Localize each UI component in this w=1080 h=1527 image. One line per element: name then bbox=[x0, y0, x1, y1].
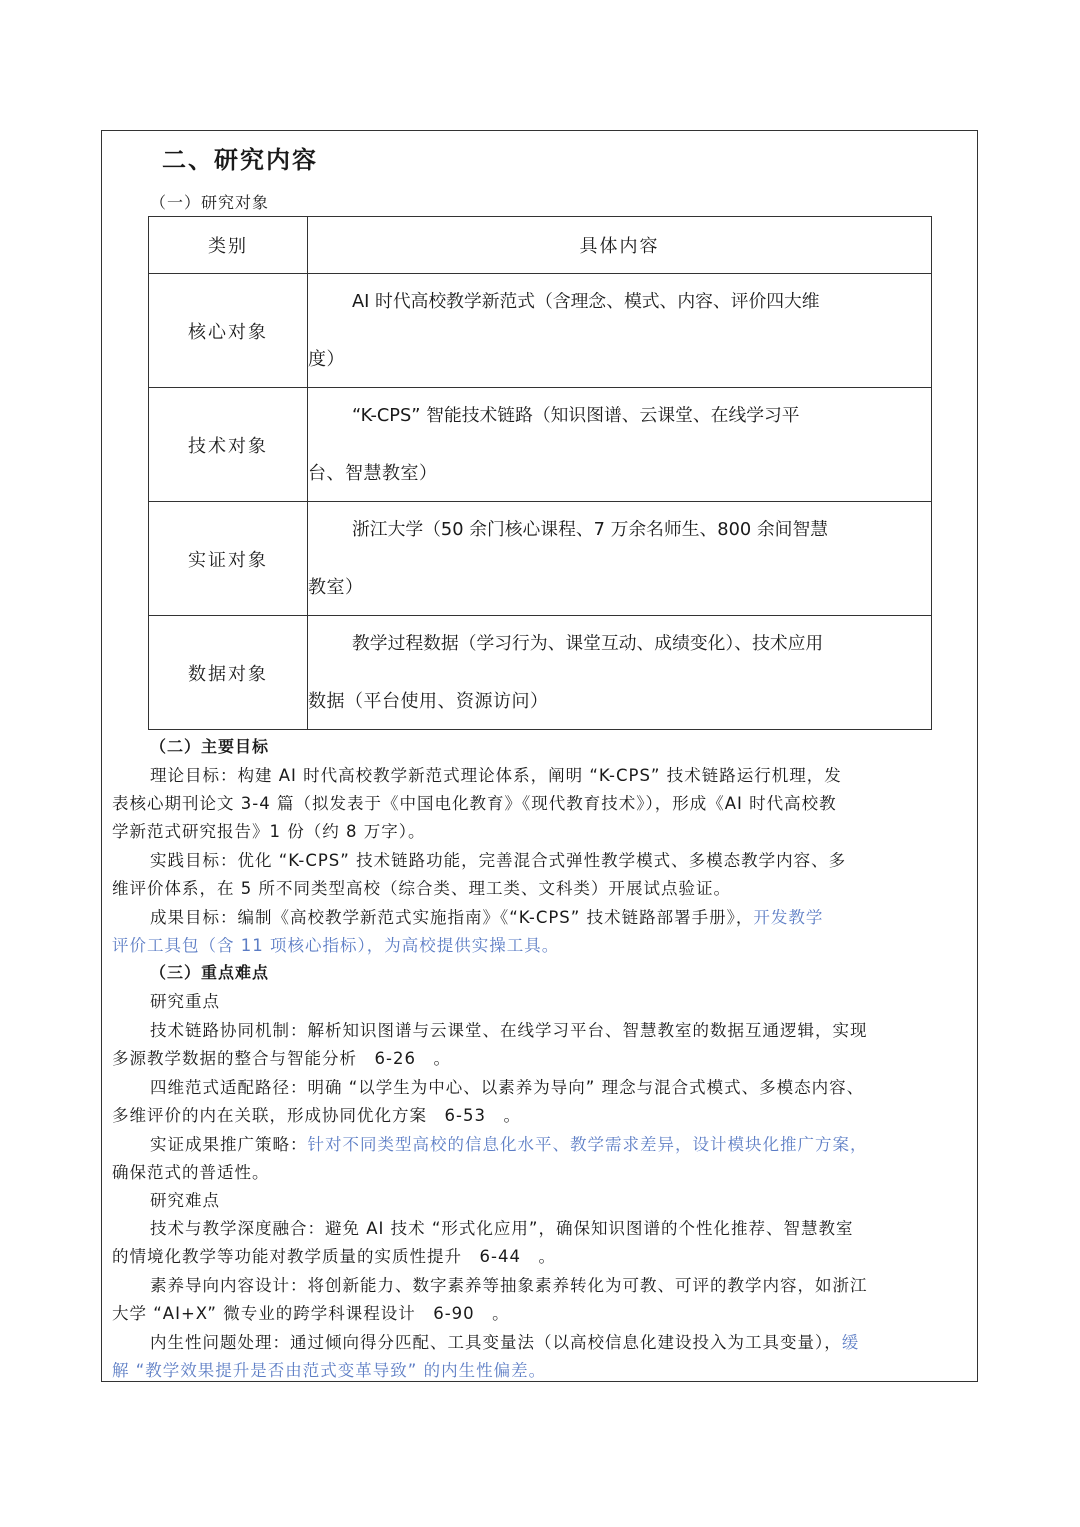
table-row bbox=[149, 616, 932, 730]
difficult-point-line: 技术与教学深度融合：避免 AI 技术 “形式化应用”，确保知识图谱的个性化推荐、智慧教室 bbox=[150, 1219, 854, 1238]
row-category: 技术对象 bbox=[149, 388, 308, 502]
subsection-main-goals: （二）主要目标 bbox=[150, 737, 270, 756]
difficult-point-line: 大学 “AI+X” 微专业的跨学科课程设计 6-90 。 bbox=[112, 1304, 510, 1323]
row-content bbox=[308, 388, 932, 502]
section-title: 二、研究内容 bbox=[162, 146, 318, 174]
key-point-text: 实证成果推广策略： bbox=[150, 1135, 308, 1154]
subsection-research-objects: （一）研究对象 bbox=[150, 193, 270, 212]
goal-theory-line: 学新范式研究报告》1 份（约 8 万字）。 bbox=[112, 822, 426, 841]
row-category: 核心对象 bbox=[149, 274, 308, 388]
table-row bbox=[149, 274, 932, 388]
row-content-line: 度） bbox=[308, 349, 345, 370]
difficult-point-line: 素养导向内容设计：将创新能力、数字素养等抽象素养转化为可教、可评的教学内容，如浙江 bbox=[150, 1276, 868, 1295]
goal-practice-line: 维评价体系，在 5 所不同类型高校（综合类、理工类、文科类）开展试点验证。 bbox=[112, 879, 731, 898]
header-category: 类别 bbox=[149, 217, 308, 274]
row-content-line: “K-CPS” 智能技术链路（知识图谱、云课堂、在线学习平 bbox=[352, 405, 800, 426]
key-point-line: 四维范式适配路径：明确 “以学生为中心、以素养为导向” 理念与混合式模式、多模态内容、 bbox=[150, 1078, 865, 1097]
difficult-point-line: 的情境化教学等功能对教学质量的实质性提升 6-44 。 bbox=[112, 1247, 556, 1266]
header-content: 具体内容 bbox=[308, 217, 932, 274]
key-point-line bbox=[150, 1131, 868, 1155]
row-content-line: 数据（平台使用、资源访问） bbox=[308, 691, 549, 712]
row-content bbox=[308, 274, 932, 388]
goal-theory-line: 理论目标：构建 AI 时代高校教学新范式理论体系，阐明 “K-CPS” 技术链路运行机理，发 bbox=[150, 766, 842, 785]
goal-practice-line: 实践目标：优化 “K-CPS” 技术链路功能，完善混合式弹性教学模式、多模态教学内容、多 bbox=[150, 851, 847, 870]
subsection-key-difficult: （三）重点难点 bbox=[150, 963, 270, 982]
difficult-point-text: 内生性问题处理：通过倾向得分匹配、工具变量法（以高校信息化建设投入为工具变量）， bbox=[150, 1333, 842, 1352]
table-header-row bbox=[149, 217, 932, 274]
goal-result-highlight-line: 评价工具包（含 11 项核心指标），为高校提供实操工具。 bbox=[112, 936, 560, 955]
key-point-line: 多源教学数据的整合与智能分析 6-26 。 bbox=[112, 1049, 451, 1068]
goal-result-highlight: 开发教学 bbox=[753, 908, 824, 927]
goal-result-line bbox=[150, 904, 823, 928]
row-category: 数据对象 bbox=[149, 616, 308, 730]
difficult-point-highlight: 缓 bbox=[841, 1333, 860, 1352]
goal-result-text: 成果目标：编制《高校教学新范式实施指南》《“K-CPS” 技术链路部署手册》， bbox=[150, 908, 754, 927]
row-content bbox=[308, 616, 932, 730]
key-point-line: 技术链路协同机制：解析知识图谱与云课堂、在线学习平台、智慧教室的数据互通逻辑，实现 bbox=[150, 1021, 868, 1040]
row-content-line: 台、智慧教室） bbox=[308, 463, 438, 484]
table-row bbox=[149, 388, 932, 502]
key-points-heading: 研究重点 bbox=[150, 992, 220, 1011]
table-row bbox=[149, 502, 932, 616]
difficult-point-highlight-line: 解 “教学效果提升是否由范式变革导致” 的内生性偏差。 bbox=[112, 1361, 547, 1380]
key-point-line: 确保范式的普适性。 bbox=[112, 1163, 270, 1182]
research-objects-table bbox=[148, 216, 932, 730]
key-point-line: 多维评价的内在关联，形成协同优化方案 6-53 。 bbox=[112, 1106, 521, 1125]
difficult-points-heading: 研究难点 bbox=[150, 1191, 220, 1210]
row-content-line: 浙江大学（50 余门核心课程、7 万余名师生、800 余间智慧 bbox=[352, 519, 829, 540]
row-content-line: 教室） bbox=[308, 577, 364, 598]
row-content-line: AI 时代高校教学新范式（含理念、模式、内容、评价四大维 bbox=[352, 291, 820, 312]
key-point-highlight: 针对不同类型高校的信息化水平、教学需求差异，设计模块化推广方案， bbox=[307, 1135, 868, 1154]
goal-theory-line: 表核心期刊论文 3-4 篇（拟发表于《中国电化教育》《现代教育技术》），形成《AI 时代高校教 bbox=[112, 794, 837, 813]
row-category: 实证对象 bbox=[149, 502, 308, 616]
difficult-point-line bbox=[150, 1329, 859, 1353]
row-content-line: 教学过程数据（学习行为、课堂互动、成绩变化）、技术应用 bbox=[352, 633, 824, 654]
row-content bbox=[308, 502, 932, 616]
